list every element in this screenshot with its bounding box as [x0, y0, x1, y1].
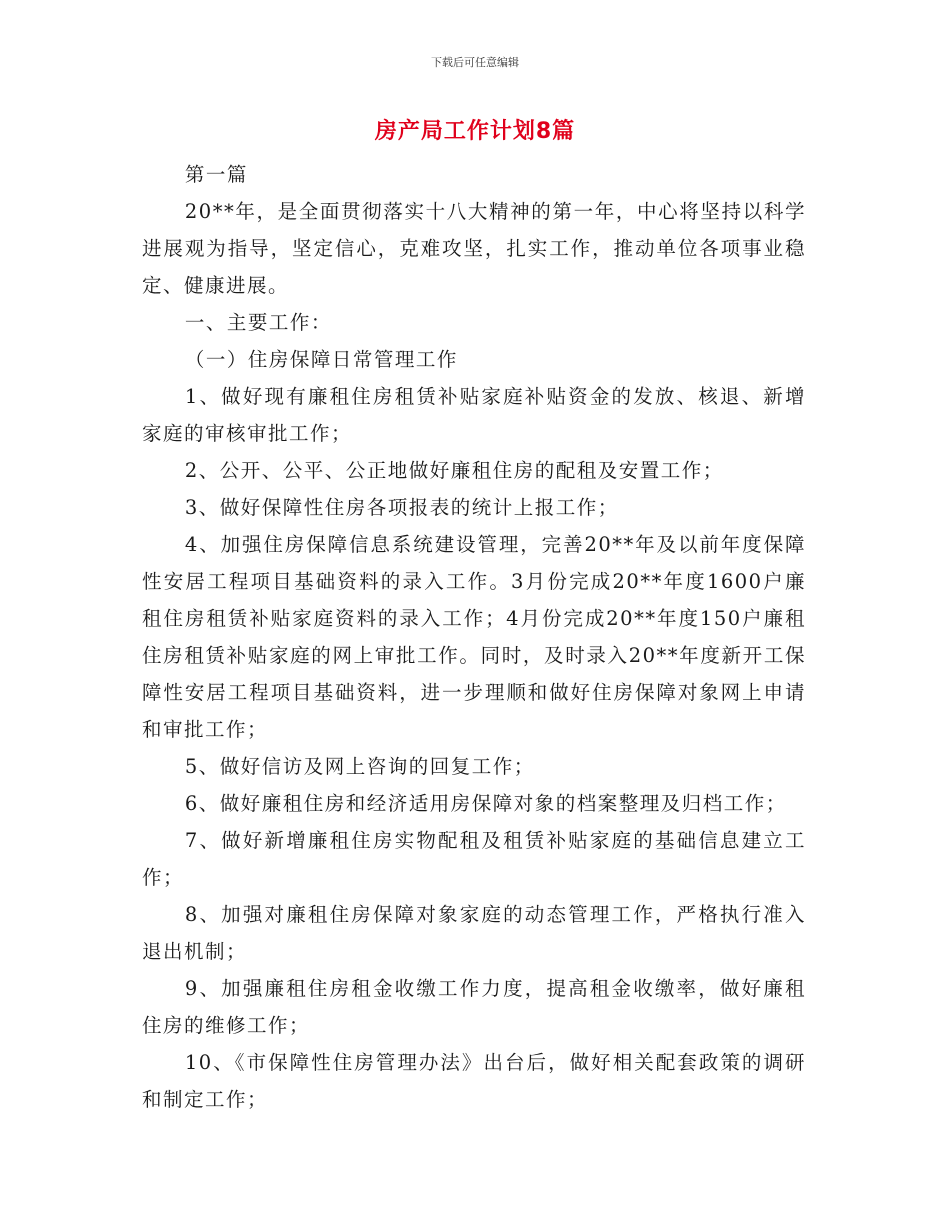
paragraph: 5、做好信访及网上咨询的回复工作； [184, 755, 535, 778]
document-title: 房产局工作计划8篇 [374, 119, 576, 144]
paragraph: 10、《市保障性住房管理办法》出台后，做好相关配套政策的调研和制定工作； [142, 1051, 806, 1111]
paragraph: 6、做好廉租住房和经济适用房保障对象的档案整理及归档工作； [184, 792, 787, 815]
paragraph: 3、做好保障性住房各项报表的统计上报工作； [184, 496, 619, 519]
document-body [142, 156, 806, 1118]
paragraph: 9、加强廉租住房租金收缴工作力度，提高租金收缴率，做好廉租住房的维修工作； [142, 977, 806, 1037]
paragraph: 第一篇 [184, 163, 248, 186]
paragraph: 4、加强住房保障信息系统建设管理，完善20**年及以前年度保障性安居工程项目基础资料的录入工作。3月份完成20**年度1600户廉租住房租赁补贴家庭资料的录入工作；4月份完成20**年度150户廉租住房租赁补贴家庭的网上审批工作。同时，及时录入20**年度新开工保障性安居工程项目基础资料，进一步理顺和做好住房保障对象网上申请和审批工作； [142, 533, 806, 741]
paragraph: 8、加强对廉租住房保障对象家庭的动态管理工作，严格执行准入退出机制； [142, 903, 806, 963]
paragraph: 一、主要工作： [184, 311, 332, 334]
paragraph: 20**年，是全面贯彻落实十八大精神的第一年，中心将坚持以科学进展观为指导，坚定信心，克难攻坚，扎实工作，推动单位各项事业稳定、健康进展。 [142, 200, 806, 297]
header-note: 下载后可任意编辑 [431, 56, 519, 69]
paragraph: （一）住房保障日常管理工作 [184, 348, 458, 371]
paragraph: 2、公开、公平、公正地做好廉租住房的配租及安置工作； [184, 459, 724, 482]
paragraph: 7、做好新增廉租住房实物配租及租赁补贴家庭的基础信息建立工作； [142, 829, 806, 889]
paragraph: 1、做好现有廉租住房租赁补贴家庭补贴资金的发放、核退、新增家庭的审核审批工作； [142, 385, 806, 445]
